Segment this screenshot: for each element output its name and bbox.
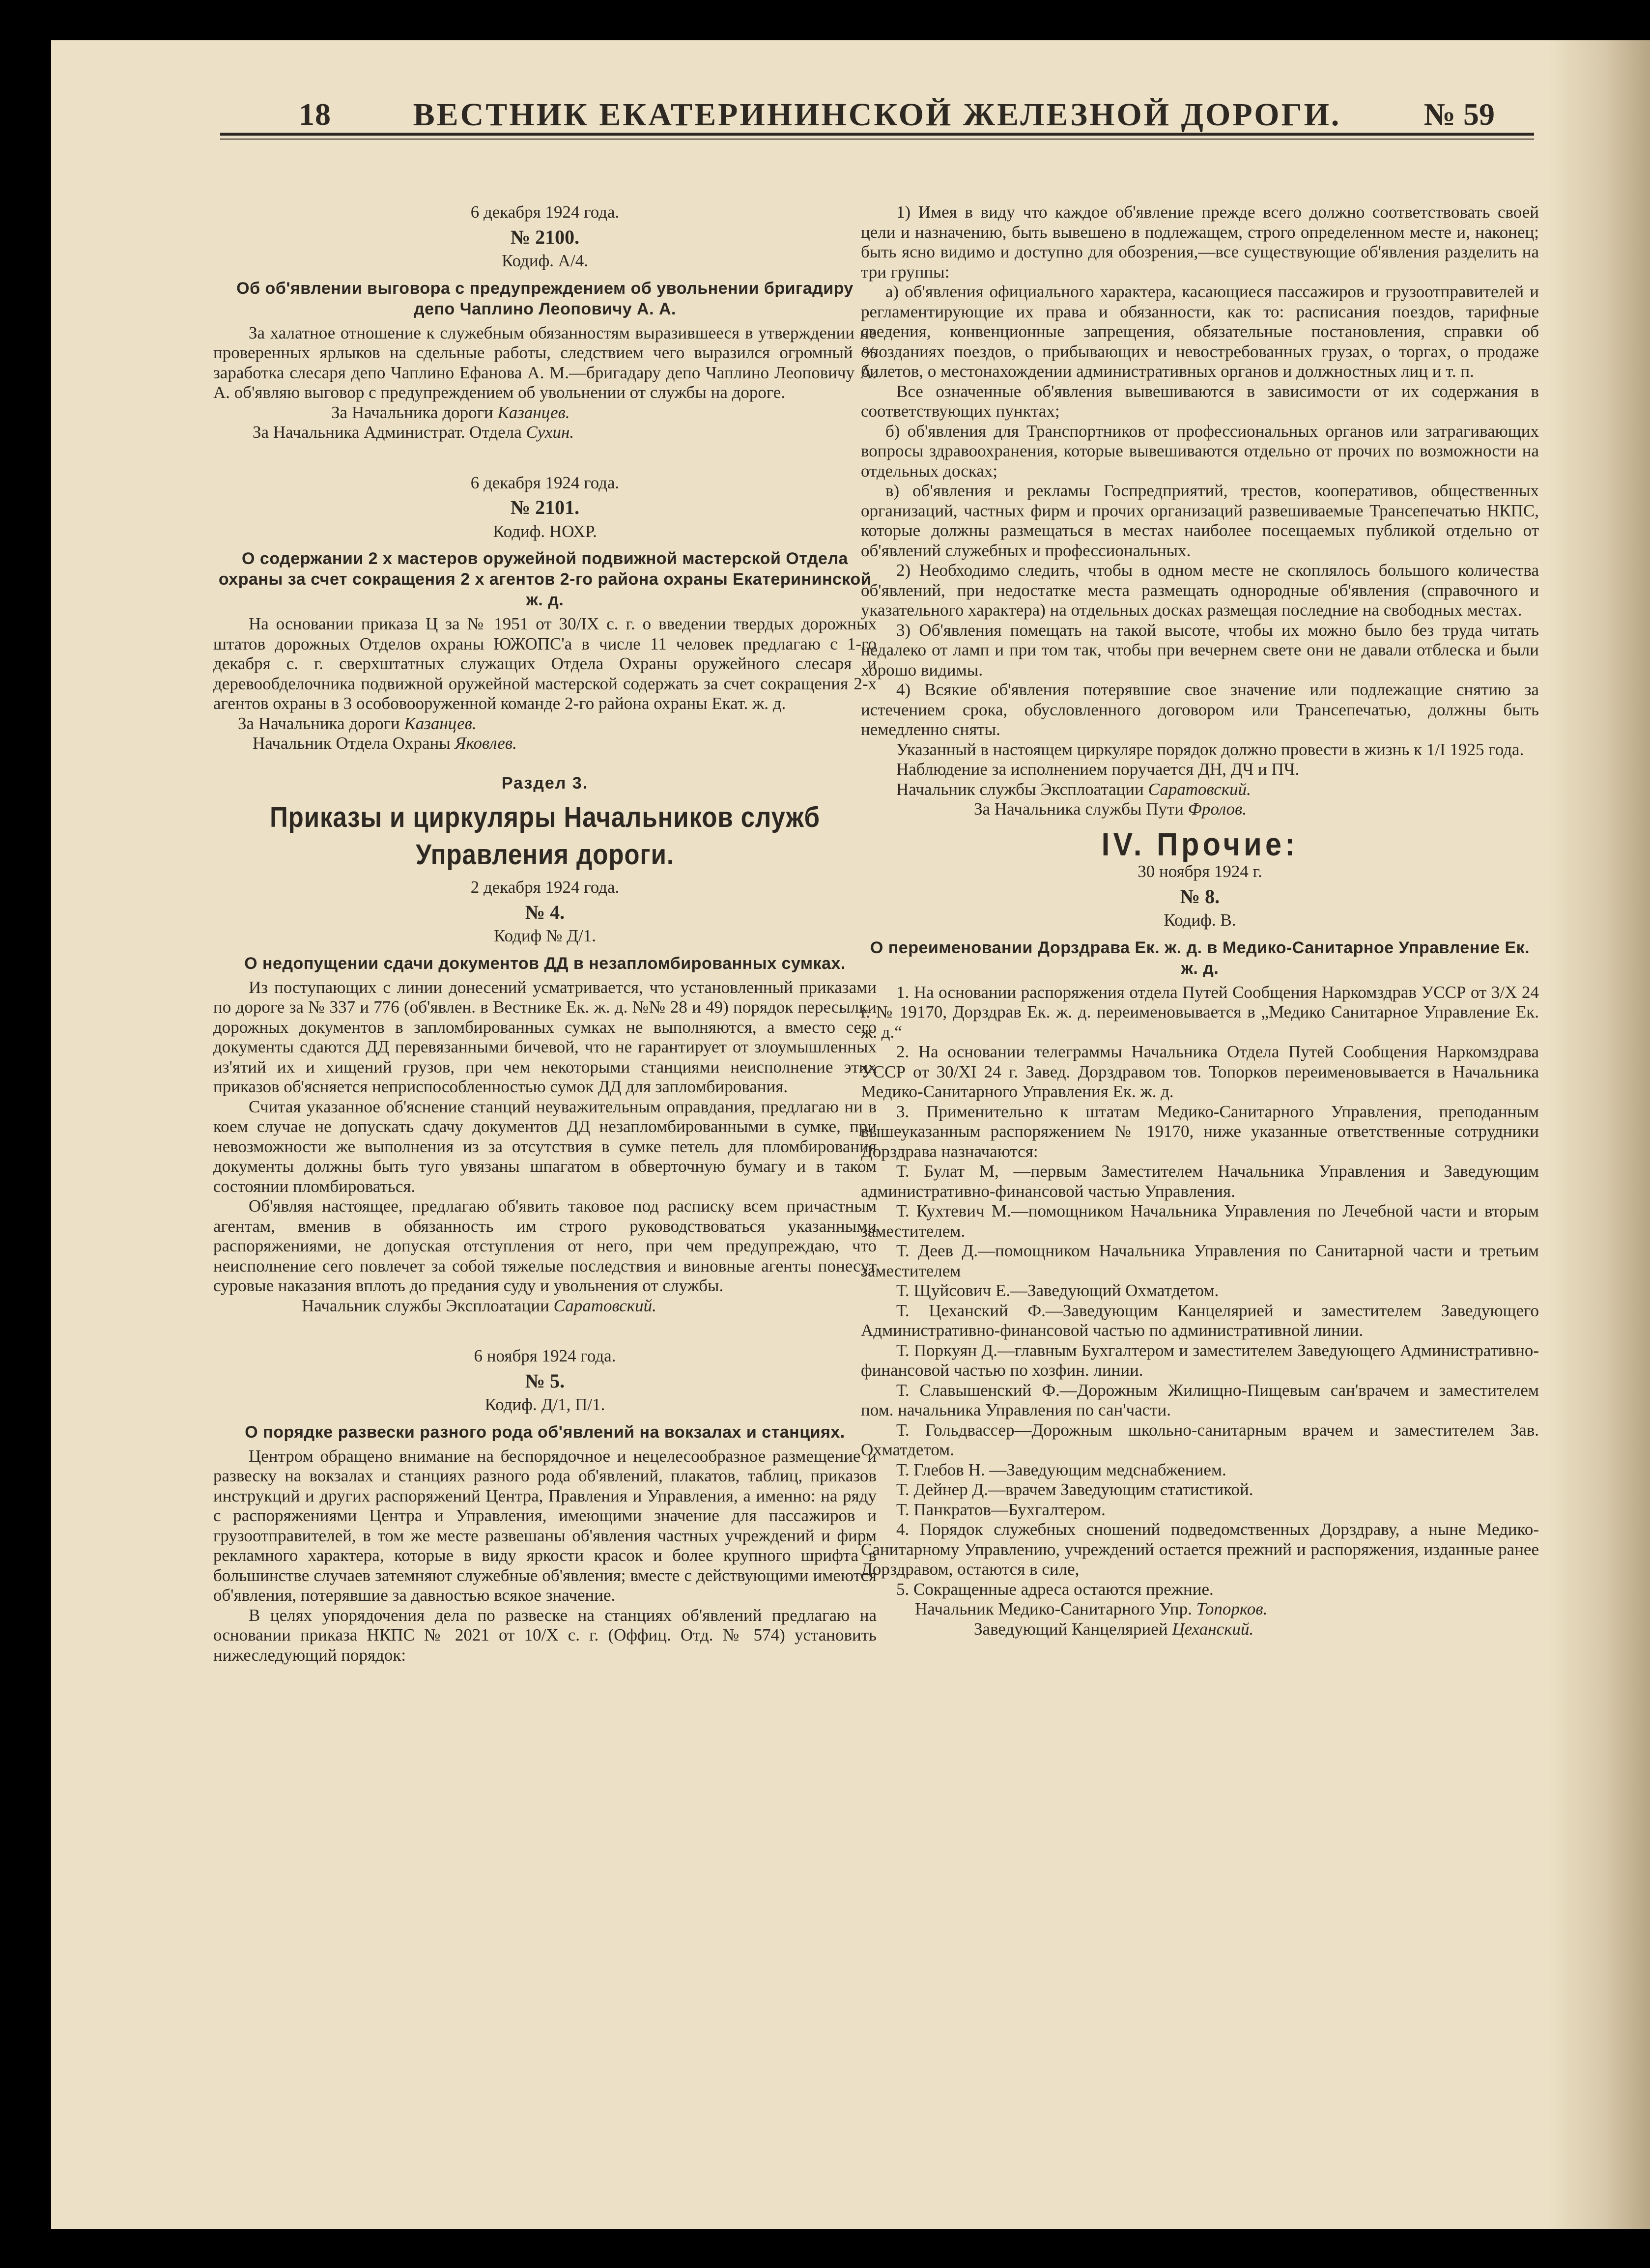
order-paragraph: Т. Панкратов—Бухгалтером. [896, 1500, 1106, 1519]
order-paragraph: Т. Глебов Н. —Заведующим медснабжением. [896, 1460, 1226, 1479]
order-paragraph: Т. Дейнер Д.—врачем Заведующим статистикой. [896, 1480, 1253, 1499]
order-paragraph: Т. Славышенский Ф.—Дорожным Жилищно-Пищевым сан'врачем и заместителем пом. начальника Управления по сан'части. [861, 1380, 1539, 1419]
order-paragraph: Т. Кухтевич М.—помощником Начальника Управления по Лечебной части и вторым заместителем. [861, 1201, 1539, 1241]
order-paragraph: 2) Необходимо следить, чтобы в одном месте не скоплялось большого количества об'явлений, при недостатке места размещать однородные об'явления (справочного и указательного характера) на отдельных досках размещая последние на свободных местах. [861, 561, 1539, 620]
order-title: Об об'явлении выговора с предупреждением об увольнении бригадиру депо Чаплино Леоповичу А. А. [236, 279, 853, 318]
right-column [861, 202, 1539, 1639]
order-codification: Кодиф. А/4. [501, 251, 589, 270]
order-2101 [213, 473, 877, 754]
order-number: № 4. [525, 901, 565, 923]
order-paragraph: Т. Булат М, —первым Заместителем Начальника Управления и Заведующим административно-финансовой частью Управления. [861, 1162, 1539, 1201]
order-paragraph: 3) Об'явления помещать на такой высоте, чтобы их можно было без труда читать недалеко от ламп и при том так, чтобы при вечернем свете они не давали отблеска и были хорошо видимы. [861, 620, 1539, 680]
order-date: 30 ноября 1924 г. [1138, 862, 1262, 881]
order-date: 2 декабря 1924 года. [470, 878, 620, 897]
order-paragraph: Т. Поркуян Д.—главным Бухгалтером и заместителем Заведующего Административно-финансовой частью по хозфин. линии. [861, 1340, 1539, 1380]
header-rule-thick [220, 133, 1534, 136]
order-paragraph: Т. Гольдвассер—Дорожным школьно-санитарным врачем и заместителем Зав. Охматдетом. [861, 1420, 1539, 1459]
order-paragraph: 5. Сокращенные адреса остаются прежние. [896, 1579, 1214, 1599]
issue-number: № 59 [1423, 97, 1495, 132]
left-column [213, 202, 877, 1665]
order-date: 6 ноября 1924 года. [474, 1346, 616, 1365]
order-5 [213, 1346, 877, 1665]
header-rule-thin [220, 139, 1534, 140]
publication-title: ВЕСТНИК ЕКАТЕРИНИНСКОЙ ЖЕЛЕЗНОЙ ДОРОГИ. [413, 97, 1341, 133]
order-date: 6 декабря 1924 года. [470, 473, 620, 492]
order-paragraph: Т. Цеханский Ф.—Заведующим Канцелярией и заместителем Заведующего Административно-финансовой частью по административной линии. [861, 1301, 1539, 1340]
order-paragraph: в) об'явления и рекламы Госпредприятий, трестов, кооперативов, общественных организаций, частных фирм и прочих организаций развешиваемые Трансепечатью НКПС, которые должны размещаться в местах наиболее посещаемых публикой отдельно от об'явлений служебных и профессиональных. [861, 481, 1539, 560]
order-paragraph: Т. Щуйсович Е.—Заведующий Охматдетом. [896, 1281, 1219, 1300]
order-paragraph: Т. Деев Д.—помощником Начальника Управления по Санитарной части и третьим заместителем [861, 1241, 1539, 1280]
order-paragraph: Из поступающих с линии донесений усматривается, что установленный приказами по дороге за № 337 и 776 (об'явлен. в Вестнике Ек. ж. д. №№ 28 и 49) порядок пересылки дорожных документов в запломбированных сумках не выполняются, а вместо сего документы сдаются ДД перевязанными бичевой, что не гарантирует от злоумышленных из'ятий их и хищений грузов, при чем некоторыми станциями неисполнение этих приказов об'ясняется неприспособленностью сумок ДД для запломбирования. [213, 977, 877, 1096]
order-body: За халатное отношение к служебным обязанностям выразившееся в утверждении не проверенных ярлыков на сдельные работы, следствием чего выразился огромный % заработка слесаря депо Чаплино Ефанова А. М.—бригадару депо Чаплино Леоповичу А. А. об'являю выговор с предупреждением об увольнении от службы на дороге. [213, 323, 877, 402]
order-paragraph: Наблюдение за исполнением поручается ДН, ДЧ и ПЧ. [896, 760, 1300, 779]
section-3 [213, 773, 877, 874]
order-8 [861, 862, 1539, 1639]
signature: Начальник Медико-Санитарного Упр. Топорков. [915, 1599, 1268, 1618]
signature: Заведующий Канцелярией Цеханский. [974, 1619, 1254, 1639]
order-paragraph: Все означенные об'явления вывешиваются в зависимости от их содержания в соответствующих пунктах; [861, 381, 1539, 421]
signature: Начальник службы Эксплоатации Саратовский. [896, 779, 1251, 799]
page-header [220, 96, 1534, 143]
order-paragraph: 3. Применительно к штатам Медико-Санитарного Управления, преподанным вышеуказанным распоряжением № 19170, ниже указанные ответственные сотрудники Дорздрава назначаются: [861, 1102, 1539, 1161]
order-paragraph: а) об'явления официального характера, касающиеся пассажиров и грузоотправителей и регламентирующие их права и обязанности, как то: расписания поездов, тарифные сведения, конвенционные запрещения, обязательные постановления, справки об опозданиях поездов, о прибывающих и невостребованных грузах, о торгах, о продаже билетов, о местонахождении административных органов и должностных лиц и т. п. [861, 282, 1539, 381]
signature: Начальник службы Эксплоатации Саратовский. [302, 1296, 656, 1315]
order-2100 [213, 202, 877, 443]
order-4 [213, 878, 877, 1316]
order-paragraph: 1) Имея в виду что каждое об'явление прежде всего должно соответствовать своей цели и назначению, быть вывешено в подлежащем, строго определенном месте и, наконец; быть ясно видимо и доступно для обозрения,—все существующие об'явления разделить на три группы: [861, 202, 1539, 282]
order-title: О содержании 2 х мастеров оружейной подвижной мастерской Отдела охраны за счет сокращения 2 х агентов 2-го района охраны Екатерининской ж. д. [218, 549, 872, 609]
order-title: О порядке развески разного рода об'явлений на вокзалах и станциях. [245, 1422, 845, 1442]
order-codification: Кодиф. В. [1164, 910, 1236, 930]
order-date: 6 декабря 1924 года. [470, 202, 620, 222]
order-codification: Кодиф. НОХР. [493, 521, 597, 541]
order-paragraph: Считая указанное об'яснение станций неуважительным оправдания, предлагаю ни в коем случае не допускать сдачу документов ДД незапломбированными в сумке, при невозможности же выполнения из за отсутствия в сумке петель для пломбирования документы должны быть туго увязаны шпагатом в обверточную бумагу и в таком состоянии пломбироваться. [213, 1097, 877, 1196]
order-paragraph: 4) Всякие об'явления потерявшие свое значение или подлежащие снятию за истечением срока, обусловленного договором или Трансепечатью, должны быть немедленно сняты. [861, 680, 1539, 739]
order-title: О недопущении сдачи документов ДД в незапломбированных сумках. [244, 954, 846, 973]
signature: Начальник Отдела Охраны Яковлев. [253, 734, 517, 753]
order-number: № 5. [525, 1369, 565, 1392]
order-paragraph: б) об'явления для Транспортников от профессиональных органов или затрагивающих вопросы здравоохранения, которые вывешиваются отдельно от прочих по возможности на отдельных досках; [861, 421, 1539, 481]
order-5-continuation [861, 202, 1539, 820]
order-number: № 2100. [510, 226, 580, 248]
signature: За Начальника дороги Казанцев. [238, 713, 477, 733]
order-paragraph: 2. На основании телеграммы Начальника Отдела Путей Сообщения Наркомздрава УССР от 30/XI 24 г. Завед. Дорздравом тов. Топорков переименовывается в Начальника Медико-Санитарного Управления Ек. ж. д. [861, 1042, 1539, 1101]
order-paragraph: Об'являя настоящее, предлагаю об'явить таковое под расписку всем причастным агентам, вменив в обязанность им строго руководствоваться указанными распоряжениями, не допуская отступления от него, при чем предупреждаю, что неисполнение сего повлечет за собой тяжелые последствия и виновные агенты понесут суровые наказания вплоть до предания суду и увольнения от службы. [213, 1196, 877, 1295]
order-paragraph: В целях упорядочения дела по развеске на станциях об'явлений предлагаю на основании приказа НКПС № 2021 от 10/Х с. г. (Оффиц. Отд. № 574) установить нижеследующий порядок: [213, 1605, 877, 1665]
section-title: Приказы и циркуляры Начальников служб Управления дороги. [270, 801, 820, 871]
page-number: 18 [299, 97, 331, 132]
signature: За Начальника дороги Казанцев. [331, 402, 570, 422]
section-label: Раздел 3. [501, 773, 589, 793]
order-codification: Кодиф. Д/1, П/1. [484, 1395, 605, 1414]
section-4-title: IV. Прочие: [1101, 825, 1299, 862]
signature: За Начальника службы Пути Фролов. [974, 799, 1247, 819]
order-paragraph: 4. Порядок служебных сношений подведомственных Дорздраву, а ныне Медико-Санитарному Управлению, учреждений остается прежний и распоряжения, изданные ранее Дорздравом, остаются в силе, [861, 1520, 1539, 1579]
order-paragraph: Указанный в настоящем циркуляре порядок должно провести в жизнь к 1/I 1925 года. [896, 739, 1524, 759]
order-number: № 8. [1180, 885, 1220, 907]
page-fold-shadow [1547, 40, 1650, 2229]
order-number: № 2101. [510, 496, 580, 518]
order-title: О переименовании Дорздрава Ек. ж. д. в Медико-Санитарное Управление Ек. ж. д. [870, 938, 1530, 978]
order-paragraph: Центром обращено внимание на беспорядочное и нецелесообразное размещение и развеску на вокзалах и станциях разного рода об'явлений, плакатов, таблиц, приказов инструкций и других распоряжений Центра, Правления и Управления, а именно: на ряду с распоряжениями Центра и Управления, имеющими значение для пассажиров и грузоотправителей, в том же месте развешаны об'явления частных учреждений и фирм рекламного характера, которые в виду яркости красок и более крупного шрифта в большинстве случаев затемняют служебные об'явления; вместе с действующими имеются об'явления, потерявшие за давностью всякое значение. [213, 1446, 877, 1605]
order-paragraph: 1. На основании распоряжения отдела Путей Сообщения Наркомздрав УССР от 3/Х 24 г. № 19170, Дорздрав Ек. ж. д. переименовывается в „Медико Санитарное Управление Ек. ж. д.“ [861, 982, 1539, 1042]
order-body: На основании приказа Ц за № 1951 от 30/IX с. г. о введении твердых дорожных штатов дорожных Отделов охраны ЮЖОПС'а в числе 11 человек предлагаю с 1-го декабря с. г. сверхштатных служащих Отдела Охраны оружейного слесаря и деревообделочника подвижной оружейной мастерской содержать за счет сокращения 2-х агентов охраны в 3 особовооруженной команде 2-го района охраны Екат. ж. д. [213, 614, 877, 713]
order-codification: Кодиф № Д/1. [493, 926, 597, 945]
newspaper-page [51, 40, 1650, 2229]
signature: За Начальника Администрат. Отдела Сухин. [253, 423, 574, 442]
